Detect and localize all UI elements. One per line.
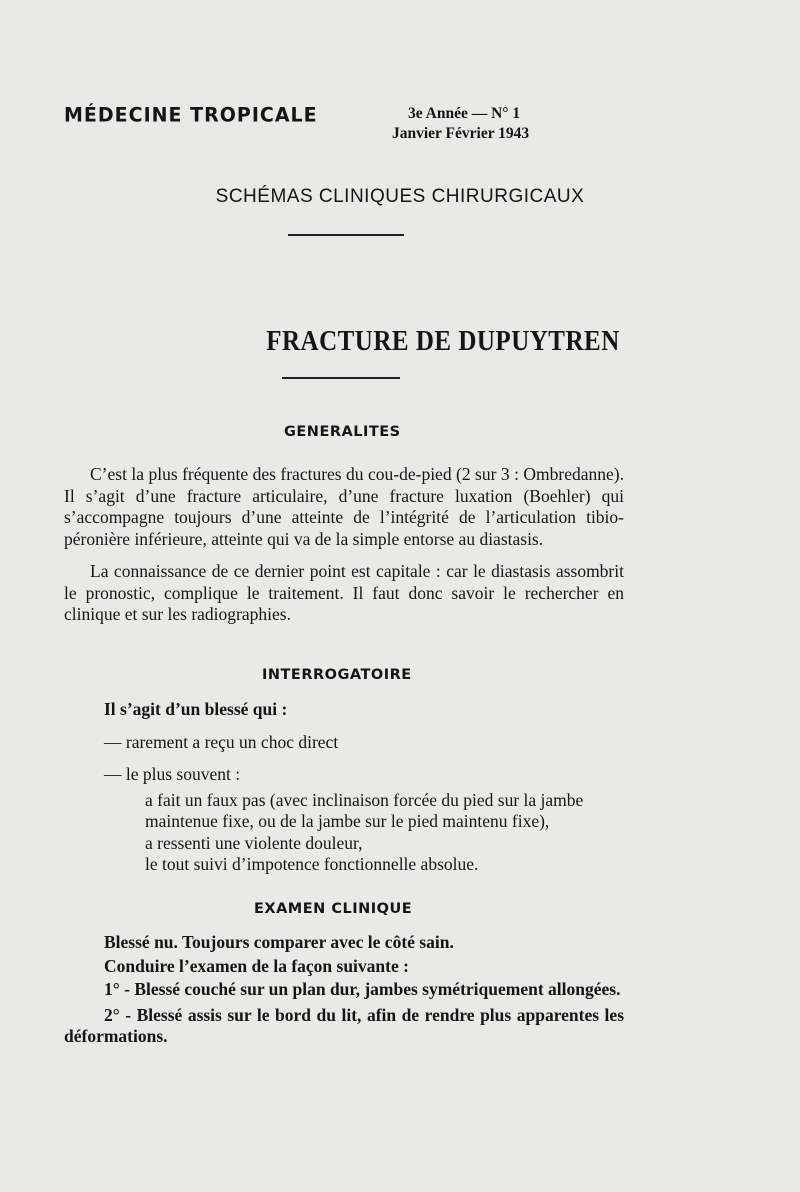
divider-rule [282,377,400,379]
list-subitem: le tout suivi d’impotence fonctionnelle absolue. [145,854,479,874]
interrogatoire-body [104,699,644,876]
list-subitem: a fait un faux pas (avec inclinaison forcée du pied sur la jambe maintenue fixe, ou de la jambe sur le pied maintenu fixe), [145,789,584,831]
paragraph: 1° - Blessé couché sur un plan dur, jambes symétriquement allongées. [104,979,621,999]
paragraph: Blessé nu. Toujours comparer avec le côté sain. [104,932,454,952]
list-item: — rarement a reçu un choc direct [104,731,339,752]
list-subitem: a ressenti une violente douleur, [145,832,363,853]
list-item: — le plus souvent : [104,764,241,784]
issue-date: Janvier Février 1943 [392,125,530,142]
article-title: FRACTURE DE DUPUYTREN [266,325,620,357]
paragraph: Il s’agit d’un blessé qui : [104,699,288,719]
divider-rule [288,234,404,236]
generalites-body [64,464,624,626]
examen-body [64,932,624,1048]
section-heading-examen: EXAMEN CLINIQUE [254,901,413,917]
journal-name: MÉDECINE TROPICALE [64,103,318,127]
issue-info [392,104,529,144]
paragraph: C’est la plus fréquente des fractures du cou-de-pied (2 sur 3 : Ombredanne). Il s’agit d’une fracture articulaire, d’une fracture luxation (Boehler) qui s’accompagne toujours d’une atteinte de l’intégrité de l’articulation tibio-péronière inférieure, atteinte qui va de la simple entorse au diastasis. [64,464,624,549]
series-title: SCHÉMAS CLINIQUES CHIRURGICAUX [215,186,585,207]
issue-number: 3e Année — N° 1 [408,105,521,122]
paragraph: Conduire l’examen de la façon suivante : [104,955,409,976]
section-heading-generalites: GENERALITES [284,424,401,440]
paragraph: La connaissance de ce dernier point est capitale : car le diastasis assombrit le pronostic, complique le traitement. Il faut donc savoir le rechercher en clinique et sur les radiographies. [64,561,624,624]
paragraph: 2° - Blessé assis sur le bord du lit, afin de rendre plus apparentes les déformations. [64,1004,624,1046]
section-heading-interrogatoire: INTERROGATOIRE [262,667,412,683]
